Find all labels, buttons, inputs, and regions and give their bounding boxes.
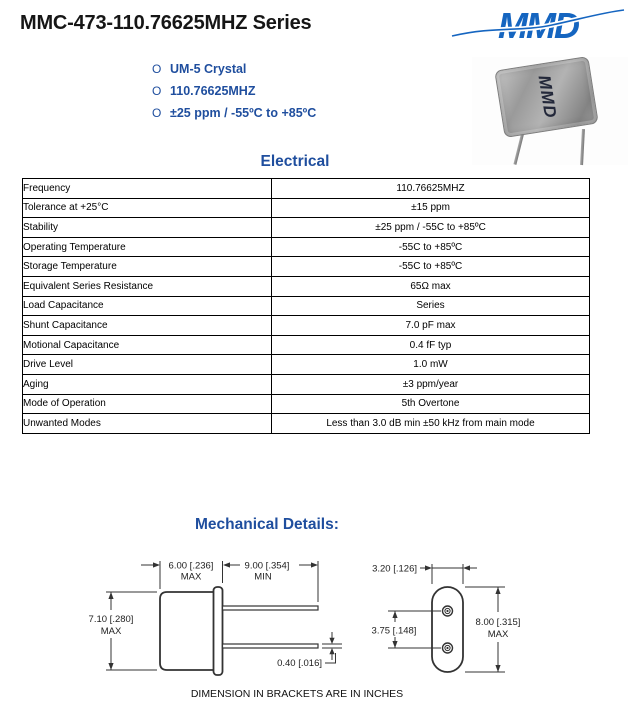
list-item: [152, 102, 316, 124]
spec-param: Motional Capacitance: [23, 335, 272, 355]
dimension-note: DIMENSION IN BRACKETS ARE IN INCHES: [190, 688, 404, 700]
bullet-icon: O: [152, 84, 162, 98]
list-item: [152, 80, 316, 102]
spec-table: [22, 178, 590, 434]
crystal-photo: [472, 57, 628, 165]
feature-list: [152, 58, 316, 124]
spec-param: Operating Temperature: [23, 237, 272, 257]
table-row: [23, 296, 590, 316]
table-row: [23, 335, 590, 355]
dimension-label: 3.20 [.126]: [372, 563, 417, 575]
side-view-drawing: [82, 561, 342, 676]
table-row: [23, 374, 590, 394]
spec-value: 7.0 pF max: [272, 316, 590, 336]
spec-value: 65Ω max: [272, 276, 590, 296]
spec-value: -55C to +85ºC: [272, 237, 590, 257]
spec-param: Stability: [23, 218, 272, 238]
dimension-label: 0.40 [.016]: [277, 658, 322, 669]
table-row: [23, 355, 590, 375]
feature-label: UM-5 Crystal: [170, 62, 247, 76]
logo-text: MMD: [498, 5, 578, 46]
dimension-qualifier: MAX: [100, 626, 122, 637]
table-row: [23, 237, 590, 257]
dimension-qualifier: MIN: [254, 571, 272, 583]
page-title: MMC-473-110.76625MHZ Series: [20, 12, 312, 34]
dimension-label: 7.10 [.280]: [88, 614, 134, 625]
bullet-icon: O: [152, 106, 162, 120]
end-view-outline: [432, 587, 463, 672]
spec-param: Load Capacitance: [23, 296, 272, 316]
bullet-icon: O: [152, 62, 162, 76]
spec-param: Shunt Capacitance: [23, 316, 272, 336]
spec-value: ±15 ppm: [272, 198, 590, 218]
side-view-lead-top: [223, 606, 319, 610]
spec-param: Frequency: [23, 179, 272, 199]
spec-param: Unwanted Modes: [23, 414, 272, 434]
side-view-flange: [214, 587, 223, 675]
spec-param: Equivalent Series Resistance: [23, 276, 272, 296]
table-row: [23, 179, 590, 199]
table-row: [23, 316, 590, 336]
crystal-body: [494, 56, 598, 138]
table-row: [23, 257, 590, 277]
dimension-qualifier: MAX: [487, 629, 509, 640]
dimension-label: 3.75 [.148]: [371, 625, 417, 637]
end-view-drawing: [372, 564, 527, 673]
dimension-label: 8.00 [.315]: [475, 617, 521, 628]
side-view-lead-bottom: [223, 644, 319, 648]
spec-value: 5th Overtone: [272, 394, 590, 414]
spec-value: ±3 ppm/year: [272, 374, 590, 394]
spec-value: Series: [272, 296, 590, 316]
spec-value: ±25 ppm / -55C to +85ºC: [272, 218, 590, 238]
feature-label: 110.76625MHZ: [170, 84, 256, 98]
mechanical-drawing-svg: [0, 548, 631, 708]
spec-param: Tolerance at +25°C: [23, 198, 272, 218]
dimension-label: 6.00 [.236]: [168, 560, 214, 572]
spec-param: Storage Temperature: [23, 257, 272, 277]
table-row: [23, 394, 590, 414]
spec-value: -55C to +85ºC: [272, 257, 590, 277]
mechanical-heading: Mechanical Details:: [195, 516, 339, 533]
spec-param: Aging: [23, 374, 272, 394]
feature-label: ±25 ppm / -55ºC to +85ºC: [170, 106, 317, 120]
spec-value: Less than 3.0 dB min ±50 kHz from main mode: [272, 414, 590, 434]
table-row: [23, 198, 590, 218]
table-row: [23, 218, 590, 238]
dimension-label: 9.00 [.354]: [244, 560, 290, 572]
spec-value: 1.0 mW: [272, 355, 590, 375]
spec-value: 0.4 fF typ: [272, 335, 590, 355]
dimension-qualifier: MAX: [180, 571, 202, 583]
list-item: [152, 58, 316, 80]
side-view-body: [160, 592, 214, 670]
table-row: [23, 276, 590, 296]
spec-param: Drive Level: [23, 355, 272, 375]
mmd-logo: [450, 4, 628, 48]
spec-param: Mode of Operation: [23, 394, 272, 414]
crystal-label: MMD: [534, 73, 560, 120]
spec-value: 110.76625MHZ: [272, 179, 590, 199]
table-row: [23, 414, 590, 434]
electrical-heading: Electrical: [260, 153, 330, 170]
